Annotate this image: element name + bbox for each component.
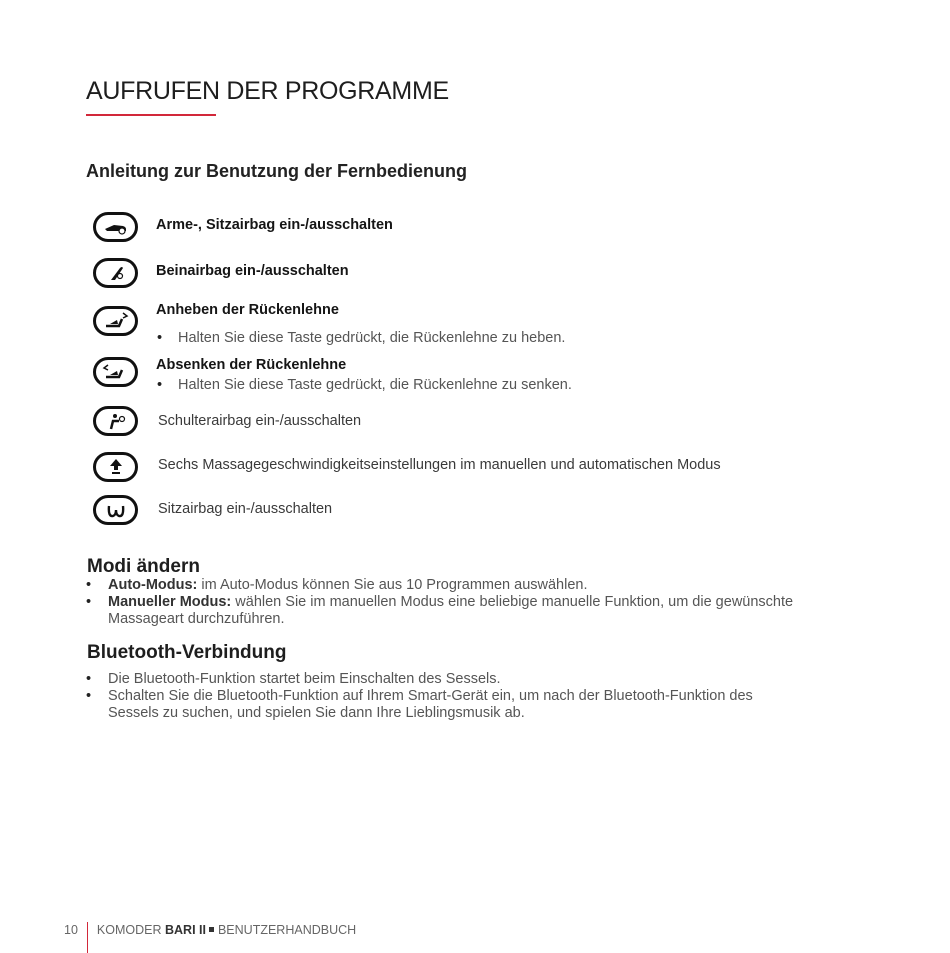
page-footer — [64, 914, 356, 945]
bullet: • — [86, 671, 92, 687]
remote-item-label: Arme-, Sitzairbag ein-/ausschalten — [156, 217, 393, 233]
section-subtitle: Anleitung zur Benutzung der Fernbedienung — [86, 161, 467, 181]
remote-item-label: Anheben der Rückenlehne — [156, 302, 339, 318]
page-number: 10 — [64, 922, 78, 937]
footer-brand — [97, 923, 356, 937]
bullet: • — [86, 688, 92, 704]
leg-airbag-icon — [93, 258, 138, 288]
remote-item-label: Sitzairbag ein-/ausschalten — [158, 501, 333, 517]
list-item — [86, 688, 766, 722]
note-text: Halten Sie diese Taste gedrückt, die Rückenlehne zu heben. — [178, 330, 566, 346]
remote-item-note — [157, 330, 565, 346]
arms-seat-airbag-icon — [93, 212, 138, 242]
bluetooth-text: Schalten Sie die Bluetooth-Funktion auf Ihrem Smart-Gerät ein, um nach der Bluetooth-Funktion des Sessels zu suchen, und spielen Sie dann Ihre Lieblingsmusik ab. — [108, 688, 753, 721]
list-item — [86, 671, 766, 688]
page-title: AUFRUFEN DER PROGRAMME — [86, 77, 449, 105]
mode-term: Auto-Modus: — [108, 577, 198, 593]
bullet: • — [157, 377, 163, 393]
model-name: BARI II — [164, 922, 206, 937]
remote-item-label: Beinairbag ein-/ausschalten — [156, 263, 349, 279]
bluetooth-heading: Bluetooth-Verbindung — [87, 642, 287, 663]
remote-item-label: Absenken der Rückenlehne — [156, 357, 347, 373]
list-item — [86, 594, 806, 628]
title-underline — [86, 114, 216, 116]
remote-item-label: Schulterairbag ein-/ausschalten — [158, 413, 362, 429]
remote-item-note — [157, 377, 572, 393]
bluetooth-text: Die Bluetooth-Funktion startet beim Einschalten des Sessels. — [108, 671, 501, 687]
bluetooth-list — [86, 671, 766, 722]
mode-text: im Auto-Modus können Sie aus 10 Programmen auswählen. — [197, 577, 588, 593]
modes-heading: Modi ändern — [87, 556, 200, 577]
square-separator — [209, 927, 214, 932]
backrest-down-icon — [93, 357, 138, 387]
bullet: • — [157, 330, 163, 346]
shoulder-airbag-icon — [93, 406, 138, 436]
remote-item-label: Sechs Massagegeschwindigkeitseinstellungen im manuellen und automatischen Modus — [158, 457, 721, 473]
seat-airbag-icon — [93, 495, 138, 525]
document-name: BENUTZERHANDBUCH — [217, 922, 357, 937]
mode-term: Manueller Modus: — [108, 594, 232, 610]
list-item — [86, 577, 806, 594]
speed-up-arrow-icon — [93, 452, 138, 482]
note-text: Halten Sie diese Taste gedrückt, die Rückenlehne zu senken. — [178, 377, 572, 393]
bullet: • — [86, 577, 92, 593]
brand-name: KOMODER — [96, 922, 162, 937]
bullet: • — [86, 594, 92, 610]
backrest-up-icon — [93, 306, 138, 336]
modes-list — [86, 577, 806, 628]
mode-text: wählen Sie im manuellen Modus eine beliebige manuelle Funktion, um die gewünschte Massageart durchzuführen. — [108, 594, 794, 627]
footer-divider — [87, 922, 88, 953]
